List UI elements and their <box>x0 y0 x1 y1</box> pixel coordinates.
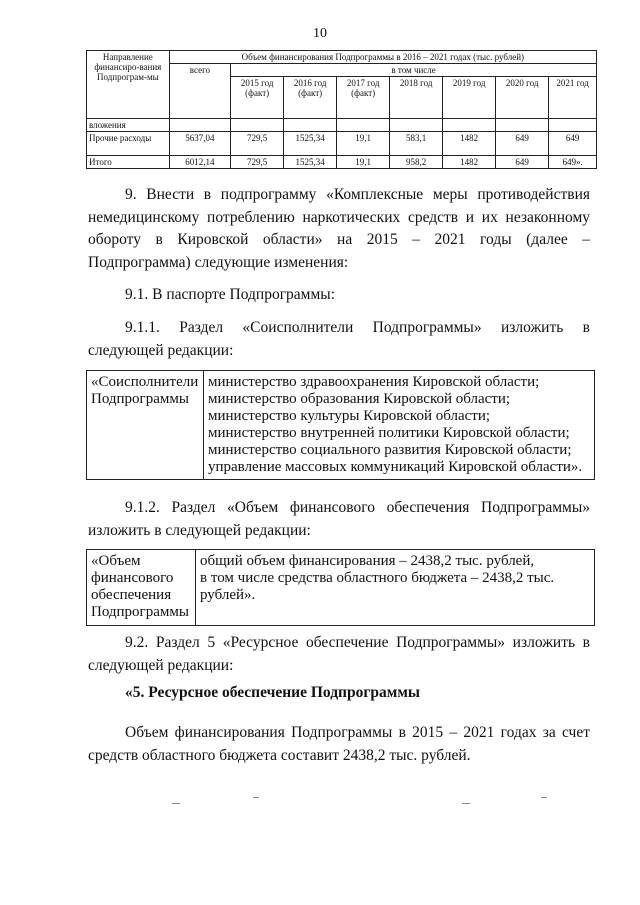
paragraph-9-2: 9.2. Раздел 5 «Ресурсное обеспечение Подпрограммы» изложить в следующей редакции: <box>88 634 590 674</box>
scan-mark <box>253 797 259 798</box>
cell-value: 1482 <box>443 156 496 169</box>
row-label: Прочие расходы <box>87 132 170 156</box>
table-row <box>87 132 597 156</box>
cell-value: 729,5 <box>231 156 284 169</box>
list-item: общий объем финансирования – 2438,2 тыс. рублей, <box>200 553 535 569</box>
list-item: министерство здравоохранения Кировской области; <box>208 374 540 390</box>
co-executors-label: «Соисполнители Подпрограммы <box>87 371 204 480</box>
funding-text <box>196 550 595 626</box>
cell-value: 5637,04 <box>169 132 230 156</box>
header-including: в том числе <box>231 64 597 77</box>
paragraph-final: Объем финансирования Подпрограммы в 2015 – 2021 годах за счет средств областного бюджета составит 2438,2 тыс. рублей. <box>88 724 590 764</box>
cell-value: 649 <box>549 132 597 156</box>
list-item: министерство культуры Кировской области; <box>208 408 491 424</box>
scan-mark <box>172 803 180 804</box>
co-executors-list <box>204 371 595 480</box>
page-number: 10 <box>313 26 327 41</box>
list-item: министерство социального развития Кировской области; <box>208 442 572 458</box>
paragraph-9-1-1: 9.1.1. Раздел «Соисполнители Подпрограммы» изложить в следующей редакции: <box>88 319 590 359</box>
paragraph-9-1-2: 9.1.2. Раздел «Объем финансового обеспечения Подпрограммы» изложить в следующей редакции: <box>88 499 590 539</box>
header-year: 2015 год (факт) <box>231 77 284 119</box>
header-total: всего <box>169 64 230 119</box>
cell-value: 649». <box>549 156 597 169</box>
cell-value: 729,5 <box>231 132 284 156</box>
cell-value: 649 <box>496 132 549 156</box>
financing-table <box>86 50 597 169</box>
funding-label: «Объем финансового обеспечения Подпрограммы <box>87 550 196 626</box>
header-year: 2020 год <box>496 77 549 119</box>
cell-value: 19,1 <box>337 132 390 156</box>
header-year: 2016 год (факт) <box>284 77 337 119</box>
header-direction: Направление финансиро-вания Подпрограм-мы <box>87 51 170 119</box>
row-label: вложения <box>87 119 170 132</box>
header-year: 2018 год <box>390 77 443 119</box>
paragraph-9: 9. Внести в подпрограмму «Комплексные меры противодействия немедицинскому потреблению наркотических средств и их незаконному обороту в Кировской области» на 2015 – 2021 годы (далее – Подпрограмма) следующие изменения: <box>88 186 590 271</box>
header-year: 2019 год <box>443 77 496 119</box>
header-funding-title: Объем финансирования Подпрограммы в 2016 – 2021 годах (тыс. рублей) <box>169 51 596 64</box>
cell-value: 1525,34 <box>284 156 337 169</box>
list-item: министерство внутренней политики Кировской области; <box>208 425 570 441</box>
cell-value: 1482 <box>443 132 496 156</box>
table-row <box>87 119 597 132</box>
cell-value: 958,2 <box>390 156 443 169</box>
funding-box <box>86 549 595 626</box>
co-executors-box <box>86 370 595 480</box>
cell-value: 6012,14 <box>169 156 230 169</box>
row-label: Итого <box>87 156 170 169</box>
list-item: в том числе средства областного бюджета – 2438,2 тыс. рублей». <box>200 570 555 603</box>
cell-value: 1525,34 <box>284 132 337 156</box>
scan-mark <box>462 803 470 804</box>
header-year: 2017 год (факт) <box>337 77 390 119</box>
cell-value: 583,1 <box>390 132 443 156</box>
list-item: министерство образования Кировской области; <box>208 391 511 407</box>
table-row <box>87 156 597 169</box>
list-item: управление массовых коммуникаций Кировской области». <box>208 459 583 475</box>
scan-mark <box>541 797 547 798</box>
paragraph-9-1: 9.1. В паспорте Подпрограммы: <box>125 286 336 303</box>
cell-value: 19,1 <box>337 156 390 169</box>
cell-value: 649 <box>496 156 549 169</box>
section-5-heading: «5. Ресурсное обеспечение Подпрограммы <box>125 684 420 701</box>
header-year: 2021 год <box>549 77 597 119</box>
